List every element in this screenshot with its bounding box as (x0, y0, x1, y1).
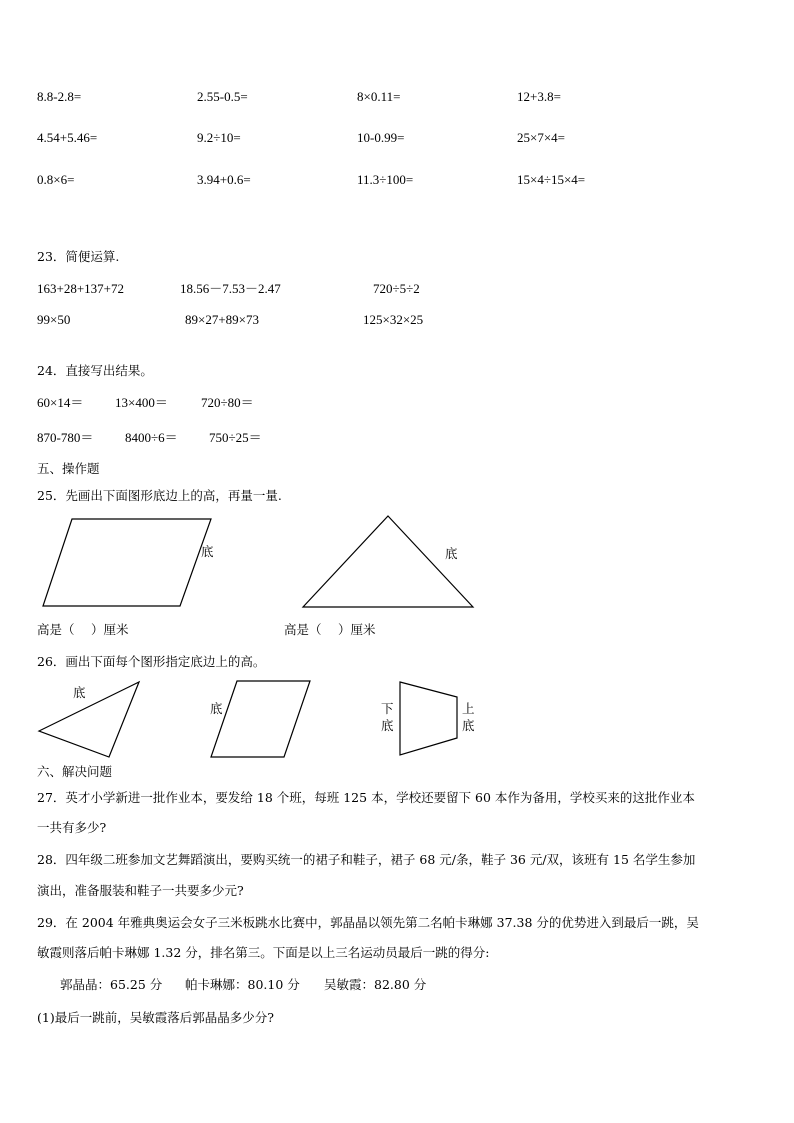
base-label: 底 (201, 544, 214, 559)
q27-text: 27．英才小学新进一批作业本，要发给 18 个班，每班 125 本，学校还要留下 60 本作为备用，学校买来的这批作业本 (37, 790, 695, 805)
q25-parallelogram (43, 519, 211, 606)
q24-expression: 720÷80＝ (201, 395, 254, 410)
calc-item: 10-0.99= (357, 130, 405, 145)
q25-triangle (303, 516, 473, 607)
q29-score: 帕卡琳娜：80.10 分 (185, 977, 300, 992)
base-label: 底 (210, 701, 223, 716)
calc-item: 25×7×4= (517, 130, 565, 145)
calc-item: 3.94+0.6= (197, 172, 251, 187)
q24-expression: 8400÷6＝ (125, 430, 178, 445)
lower-base-label: 下 (381, 701, 394, 716)
q26-title: 26．画出下面每个图形指定底边上的高。 (37, 654, 266, 669)
q29-score: 郭晶晶：65.25 分 (60, 977, 163, 992)
q29-text: 29．在 2004 年雅典奥运会女子三米板跳水比赛中，郭晶晶以领先第二名帕卡琳娜 37.38 分的优势进入到最后一跳，吴 (37, 915, 699, 930)
q29-subquestion: (1)最后一跳前，吴敏霞落后郭晶晶多少分? (37, 1010, 274, 1025)
q23-expression: 18.56－7.53－2.47 (180, 281, 281, 296)
q26-trapezoid (400, 682, 457, 755)
q28-text: 演出，准备服装和鞋子一共要多少元? (37, 883, 244, 898)
q26-triangle (39, 682, 139, 757)
q24-expression: 870-780＝ (37, 430, 94, 445)
q28-text: 28．四年级二班参加文艺舞蹈演出，要购买统一的裙子和鞋子，裙子 68 元/条，鞋子 36 元/双，该班有 15 名学生参加 (37, 852, 696, 867)
q24-title: 24．直接写出结果。 (37, 363, 153, 378)
calc-item: 4.54+5.46= (37, 130, 98, 145)
base-label: 底 (445, 546, 458, 561)
q23-expression: 89×27+89×73 (185, 312, 259, 327)
section-heading: 五、操作题 (37, 461, 100, 476)
q23-title: 23．简便运算. (37, 249, 120, 264)
q23-expression: 99×50 (37, 312, 71, 327)
q29-text: 敏霞则落后帕卡琳娜 1.32 分，排名第三。下面是以上三名运动员最后一跳的得分: (37, 945, 490, 960)
calc-item: 8.8-2.8= (37, 89, 82, 104)
q23-expression: 163+28+137+72 (37, 281, 124, 296)
q24-expression: 750÷25＝ (209, 430, 262, 445)
q25-answer-blank: 高是（ ）厘米 (284, 622, 376, 637)
calc-item: 15×4÷15×4= (517, 172, 586, 187)
q23-expression: 125×32×25 (363, 312, 424, 327)
calc-item: 9.2÷10= (197, 130, 241, 145)
q25-title: 25．先画出下面图形底边上的高，再量一量. (37, 488, 282, 503)
calc-item: 0.8×6= (37, 172, 75, 187)
upper-base-label: 底 (462, 718, 475, 733)
q26-parallelogram (211, 681, 310, 757)
q24-expression: 13×400＝ (115, 395, 168, 410)
calc-item: 2.55-0.5= (197, 89, 248, 104)
upper-base-label: 上 (462, 701, 475, 716)
calc-item: 12+3.8= (517, 89, 561, 104)
section-heading: 六、解决问题 (37, 764, 113, 779)
calc-item: 8×0.11= (357, 89, 401, 104)
calc-item: 11.3÷100= (357, 172, 414, 187)
q24-expression: 60×14＝ (37, 395, 84, 410)
q27-text: 一共有多少? (37, 820, 107, 835)
q29-score: 吴敏霞：82.80 分 (324, 977, 427, 992)
lower-base-label: 底 (381, 718, 394, 733)
q23-expression: 720÷5÷2 (373, 281, 420, 296)
q25-answer-blank: 高是（ ）厘米 (37, 622, 129, 637)
base-label: 底 (73, 685, 86, 700)
